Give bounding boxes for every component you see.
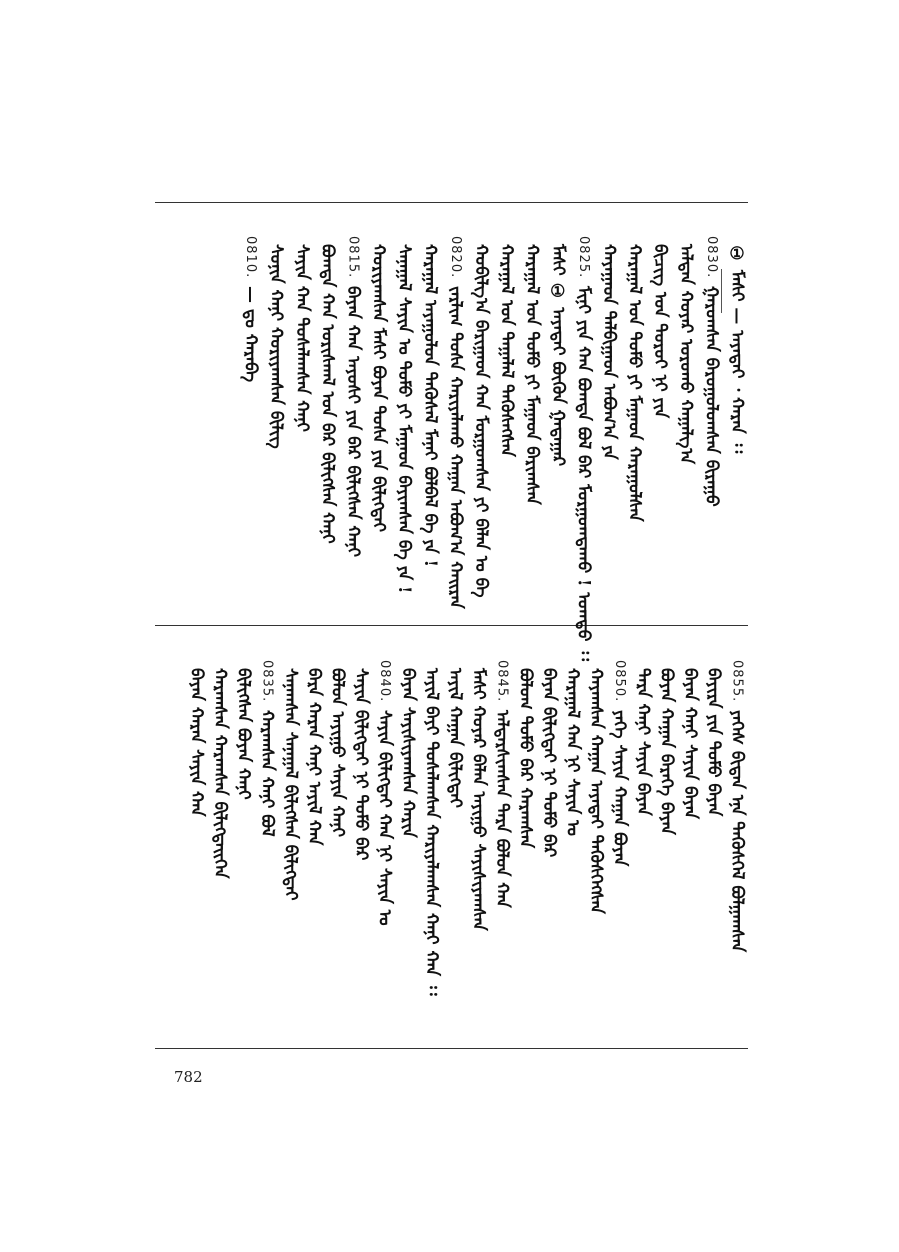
column-text: ᠪᠣᠯᠤᠨ ᠠᠶᠢᠭᠤ ᠰᠠᠶᠢᠨ ᠬᠠᠨᠢ (327, 668, 348, 838)
text-column (185, 660, 209, 817)
column-text: ᠪᠠᠶᠢᠷᠠ ᠶᠢᠨ ᠲᠣᠮᠣ ᠪᠠᠶᠠᠨ (703, 668, 724, 817)
text-column (631, 660, 655, 816)
text-column (264, 236, 288, 449)
text-column (418, 236, 442, 567)
column-text: ᠪᠠᠶᠠᠨ ᠬᠠᠨᠢ ᠰᠠᠶᠢᠨ ᠪᠠᠶᠠᠨ (680, 668, 700, 820)
text-column (678, 660, 702, 819)
bottom-section (155, 660, 748, 1040)
column-text: ᠵᠠᠷᠯᠢᠭ ᠲᠤᠰᠠ ᠬᠠᠷᠢᠶᠠᠯᠠᠬᠤ ᠬᠠᠭᠠᠨ ᠠᠪᠤᠭ᠎ᠠ ᠬᠠᠢᠷᠠᠨ (445, 286, 466, 610)
column-text: ᠬᠠᠷᠠᠭᠠᠯ ᠤᠨ ᠲᠣᠮᠣ ᠶᠢ ᠮᠠᠭᠠᠳ ᠬᠠᠷᠠᠭᠤᠯᠰᠠᠨ (624, 244, 645, 522)
text-column (208, 660, 232, 879)
column-text: ᠪᠠᠶᠠᠨ ᠪᠢᠯᠢᠭᠲᠡᠢ ᠨᠢ ᠲᠣᠮᠣ ᠪᠠᠷ (539, 668, 559, 858)
top-rule (155, 202, 748, 203)
text-column (490, 660, 514, 908)
column-text: ᠪᠣᠯᠤᠭ ᠲᠣᠮᠣ ᠪᠠᠷ ᠬᠠᠷᠠᠭᠰᠠᠨ (515, 668, 536, 849)
text-column (537, 660, 561, 857)
text-column (623, 236, 647, 522)
text-column (326, 660, 350, 837)
column-text: ᠮᠢᠨᠢ ᠶᠢᠨ ᠬᠠᠨ ᠪᠣᠭᠳᠠ ᠪᠣᠯ ᠪᠠᠷ ᠮᠣᠷᠭᠣᠭᠳᠠᠬᠤ ! ᠣᠭᠲᠤ ᠄᠄ (573, 286, 594, 662)
text-column (648, 236, 672, 418)
column-text: ᠠᠯᠳᠠᠷᠰᠢᠭᠰᠠᠨ ᠲᠡᠷᠡ ᠪᠣᠯᠤᠨ ᠬᠠᠨ (492, 710, 512, 908)
text-column (443, 236, 467, 609)
text-column (725, 236, 749, 453)
text-column (514, 660, 538, 848)
column-text: ᠪᠠᠷᠠ ᠬᠠᠷᠠᠨ ᠬᠠᠨᠢ ᠠᠶᠢᠯ ᠬᠠᠨ (304, 668, 324, 846)
column-text: ᠬᠠᠶᠠᠭᠰᠠᠨ ᠬᠠᠭᠠᠨ ᠠᠶᠠᠳᠠᠢ ᠲᠡᠭᠦᠰᠭᠡᠭᠰᠡᠨ (586, 668, 606, 914)
column-text: ᠪᠤᠶᠠᠨ ᠬᠠᠭᠠᠨ ᠪᠡᠷᠡᠭᠡ ᠪᠠᠶᠠᠨ (656, 668, 677, 835)
text-column (396, 660, 420, 838)
column-text: ᠬᠤᠪᠢᠯᠭ᠎ᠠ ᠪᠠᠷᠢᠭᠠᠳ ᠬᠠᠨ ᠮᠣᠷᠭᠣᠭᠰᠠᠨ ᠶᠢ ᠪᠡᠯᠡᠨ ᠤ ᠪᠠ (471, 244, 491, 598)
text-column (495, 236, 519, 457)
column-text: ᠪᠠᠶᠠᠨ ᠬᠠᠷᠠᠨ ᠰᠠᠶᠢᠨ ᠬᠠᠨ (186, 668, 207, 817)
bottom-rule (155, 1048, 748, 1049)
line-number: 0820. (447, 236, 463, 279)
text-column (520, 236, 544, 505)
column-text: ᠰᠠᠶᠢᠨ ᠪᠢᠯᠢᠭᠲᠡᠢ ᠨᠢ ᠲᠣᠮᠣ ᠪᠠᠷ (351, 668, 371, 861)
column-text: ᠶᠡᠬᠡᠰ ᠪᠢᠳᠡᠨ ᠡᠨᠡ ᠲᠡᠭᠦᠰᠬᠡᠯ ᠪᠣᠯᠭᠠᠭᠰᠠᠨ (727, 710, 747, 953)
column-text: ᠭᠠᠷᠤᠭᠰᠠᠨ ᠪᠠᠷᠤᠭᠤᠯᠤᠭᠰᠠᠨ ᠪᠢᠷᠠᠭᠤ (701, 286, 722, 507)
column-text: ᠰᠠᠶᠢᠨ ᠪᠢᠯᠢᠭᠲᠡᠢ ᠬᠠᠨ ᠨᠢ ᠰᠠᠶᠢᠨ ᠤ (374, 710, 395, 926)
text-column (699, 236, 723, 507)
column-text: ᠪᠠᠶᠠᠨ ᠬᠠᠨ ᠠᠶᠤᠰᠢ ᠶᠢᠨ ᠪᠡᠷ ᠪᠢᠯᠢᠭᠰᠡᠨ ᠬᠠᠨᠢ (343, 286, 363, 558)
text-column (239, 236, 263, 382)
column-text: — ᠳᠤ ᠬᠠᠷᠠᠪᠠ (240, 286, 261, 383)
column-text: ᠬᠠᠷᠠᠭᠠᠯ ᠣᠨ ᠲᠠᠭᠠᠯᠠᠯ ᠲᠡᠭᠦᠰᠡᠭᠰᠡᠨ (496, 244, 517, 457)
column-text: ᠬᠠᠷᠠᠭᠠᠯ ᠠᠶᠠᠭᠤᠯᠤᠨ ᠲᠡᠭᠦᠰᠡᠯ ᠮᠠᠨᠠᠢ ᠪᠣᠯᠪᠠᠯ ᠪᠠ ᠶᠠ ! (419, 244, 440, 568)
text-column (392, 236, 416, 594)
column-text: ᠪᠢᠯᠢᠭᠰᠡᠨ ᠪᠤᠶᠠᠨ ᠬᠠᠨᠢ (233, 668, 254, 800)
text-column (315, 236, 339, 544)
line-number: 0855. (729, 660, 745, 703)
line-number: 0845. (494, 660, 510, 703)
text-column (655, 660, 679, 835)
column-text: ᠠᠯᠲᠠᠨ ᠬᠣᠶᠠᠷ ᠣᠷᠤᠬᠤ ᠬᠠᠭᠠᠯᠭ᠎ᠠ (675, 244, 696, 465)
text-column (232, 660, 256, 800)
text-column (302, 660, 326, 845)
text-column (546, 236, 570, 466)
text-column (608, 660, 632, 867)
line-number: 0840. (377, 660, 392, 703)
text-column (373, 660, 397, 926)
column-text: ᠪᠣᠭᠳᠠ ᠬᠠᠨ ᠤᠷᠢᠰᠬᠠᠯ ᠤᠨ ᠪᠡᠷ ᠪᠢᠯᠢᠭᠰᠡᠨ ᠬᠠᠨᠢ (317, 244, 338, 544)
column-text: ᠰᠣᠨᠢᠨ ᠬᠠᠨᠢ ᠬᠤᠷᠢᠶᠠᠭᠰᠠᠨ ᠪᠢᠯᠢᠭ (266, 244, 287, 449)
column-text: ᠬᠠᠷᠠᠭᠠᠯ ᠤᠨ ᠲᠣᠮᠣ ᠶᠢ ᠮᠠᠭᠠᠳ ᠪᠠᠷᠢᠭᠰᠠᠨ (522, 244, 543, 505)
text-column (584, 660, 608, 914)
column-text: ᠬᠠᠷᠠᠭᠰᠠᠨ ᠬᠠᠨᠢ ᠪᠣᠯ (257, 710, 277, 837)
line-number: 0850. (612, 660, 627, 703)
text-column (702, 660, 726, 816)
column-text: ᠮᠠᠰᠢ ① ᠠᠶᠠᠳᠠᠢ ᠪᠦᠬᠦᠨ ᠭᠠᠳᠠᠭᠠᠷ (547, 244, 568, 467)
text-column (349, 660, 373, 860)
line-number: 0810. (243, 236, 259, 279)
column-text: ᠪᠠᠶᠠᠨ ᠰᠠᠶᠢᠰᠢᠶᠠᠭᠰᠠᠨ ᠬᠠᠷᠢᠨ (398, 668, 418, 838)
column-text: ᠪᠢᠴᠢᠭ ᠤᠨ ᠳᠣᠷᠣᠢ ᠨᠢ ᠶᠢᠨ (650, 244, 671, 419)
column-text: ᠬᠠᠷᠠᠭᠰᠠᠨ ᠬᠠᠷᠠᠭᠰᠠᠨ ᠪᠢᠯᠢᠭᠲᠡᠢᠬᠡᠨ (210, 668, 230, 879)
text-column (341, 236, 365, 557)
column-text: ᠮᠠᠰᠢ ᠬᠣᠶᠠᠷ ᠪᠡᠯᠡᠨ ᠠᠶᠢᠭᠤ ᠰᠠᠶᠢᠰᠢᠶᠠᠭᠰᠠᠨ (468, 668, 489, 931)
column-text: ᠬᠤᠷᠢᠶᠠᠭᠰᠠᠨ ᠮᠠᠰᠢ ᠪᠤᠶᠠᠨ ᠲᠤᠰᠠ ᠶᠢᠨ ᠪᠢᠯᠢᠭᠲᠡᠢ (368, 244, 389, 533)
line-number: 0830. (703, 236, 719, 279)
column-text: ᠰᠠᠶᠢᠨ ᠬᠠᠨ ᠲᠤᠰᠠᠯᠠᠭᠰᠠᠨ ᠬᠠᠨᠢ (291, 244, 312, 432)
text-column (571, 236, 595, 661)
text-column (290, 236, 314, 432)
column-text: ᠰᠠᠨᠠᠭᠰᠠᠨ ᠰᠠᠨᠠᠭᠠᠯ ᠪᠢᠯᠢᠭᠰᠡᠨ ᠪᠢᠯᠢᠭᠲᠡᠢ (280, 668, 301, 901)
text-column (467, 660, 491, 931)
middle-rule (155, 625, 748, 626)
line-number: 0835. (259, 660, 275, 703)
column-text: ᠠᠶᠢᠯ ᠪᠠᠶᠢ ᠲᠤᠰᠠᠯᠠᠭᠰᠠᠨ ᠬᠠᠷᠢᠶᠠᠯᠠᠭᠰᠠᠨ ᠬᠠᠨᠢ ᠬᠠᠨ ᠄᠄ (421, 668, 442, 996)
text-column (420, 660, 444, 996)
column-text: ᠬᠠᠶᠠᠭᠠᠳ ᠲᠠᠯᠪᠢᠭᠠᠳ ᠠᠪᠤᠭ᠎ᠠ ᠶᠠ (599, 244, 619, 460)
column-text: ① ᠮᠠᠰᠢ — ᠠᠶᠠᠳᠠᠢ ᠂ ᠬᠠᠷᠠᠨ ᠄᠄ (727, 244, 747, 454)
text-column (255, 660, 279, 837)
text-column (279, 660, 303, 901)
line-number: 0815. (345, 236, 361, 279)
text-column (561, 660, 585, 836)
column-text: ᠠᠶᠢᠯ ᠬᠠᠭᠠᠨ ᠪᠢᠯᠢᠭᠲᠡᠢ (445, 668, 465, 808)
text-column (443, 660, 467, 808)
column-text: ᠰᠠᠨᠠᠭᠠᠯ ᠰᠠᠶᠢᠨ ᠤ ᠲᠣᠮᠣ ᠶᠢ ᠮᠠᠭᠠᠳ ᠪᠠᠶᠢᠭᠰᠠᠨ ᠪᠠ ᠶᠠ ! (394, 244, 415, 594)
text-column (597, 236, 621, 460)
column-text: ᠶᠡᠬᠡ ᠰᠠᠶᠢᠨ ᠬᠠᠭᠠᠨ ᠪᠤᠶᠠᠨ (609, 710, 630, 867)
text-column (469, 236, 493, 598)
text-column (725, 660, 749, 952)
column-text: ᠲᠡᠷᠡ ᠬᠠᠨᠢ ᠰᠠᠶᠢᠨ ᠪᠠᠶᠠᠨ (633, 668, 653, 816)
text-column (674, 236, 698, 464)
column-text: ᠬᠠᠷᠠᠭᠠᠯ ᠬᠠᠨ ᠨᠢ ᠰᠠᠶᠢᠨ ᠤ (562, 668, 583, 837)
line-number: 0825. (575, 236, 591, 279)
top-section (155, 236, 748, 662)
page-number: 782 (174, 1068, 203, 1086)
text-column (367, 236, 391, 532)
